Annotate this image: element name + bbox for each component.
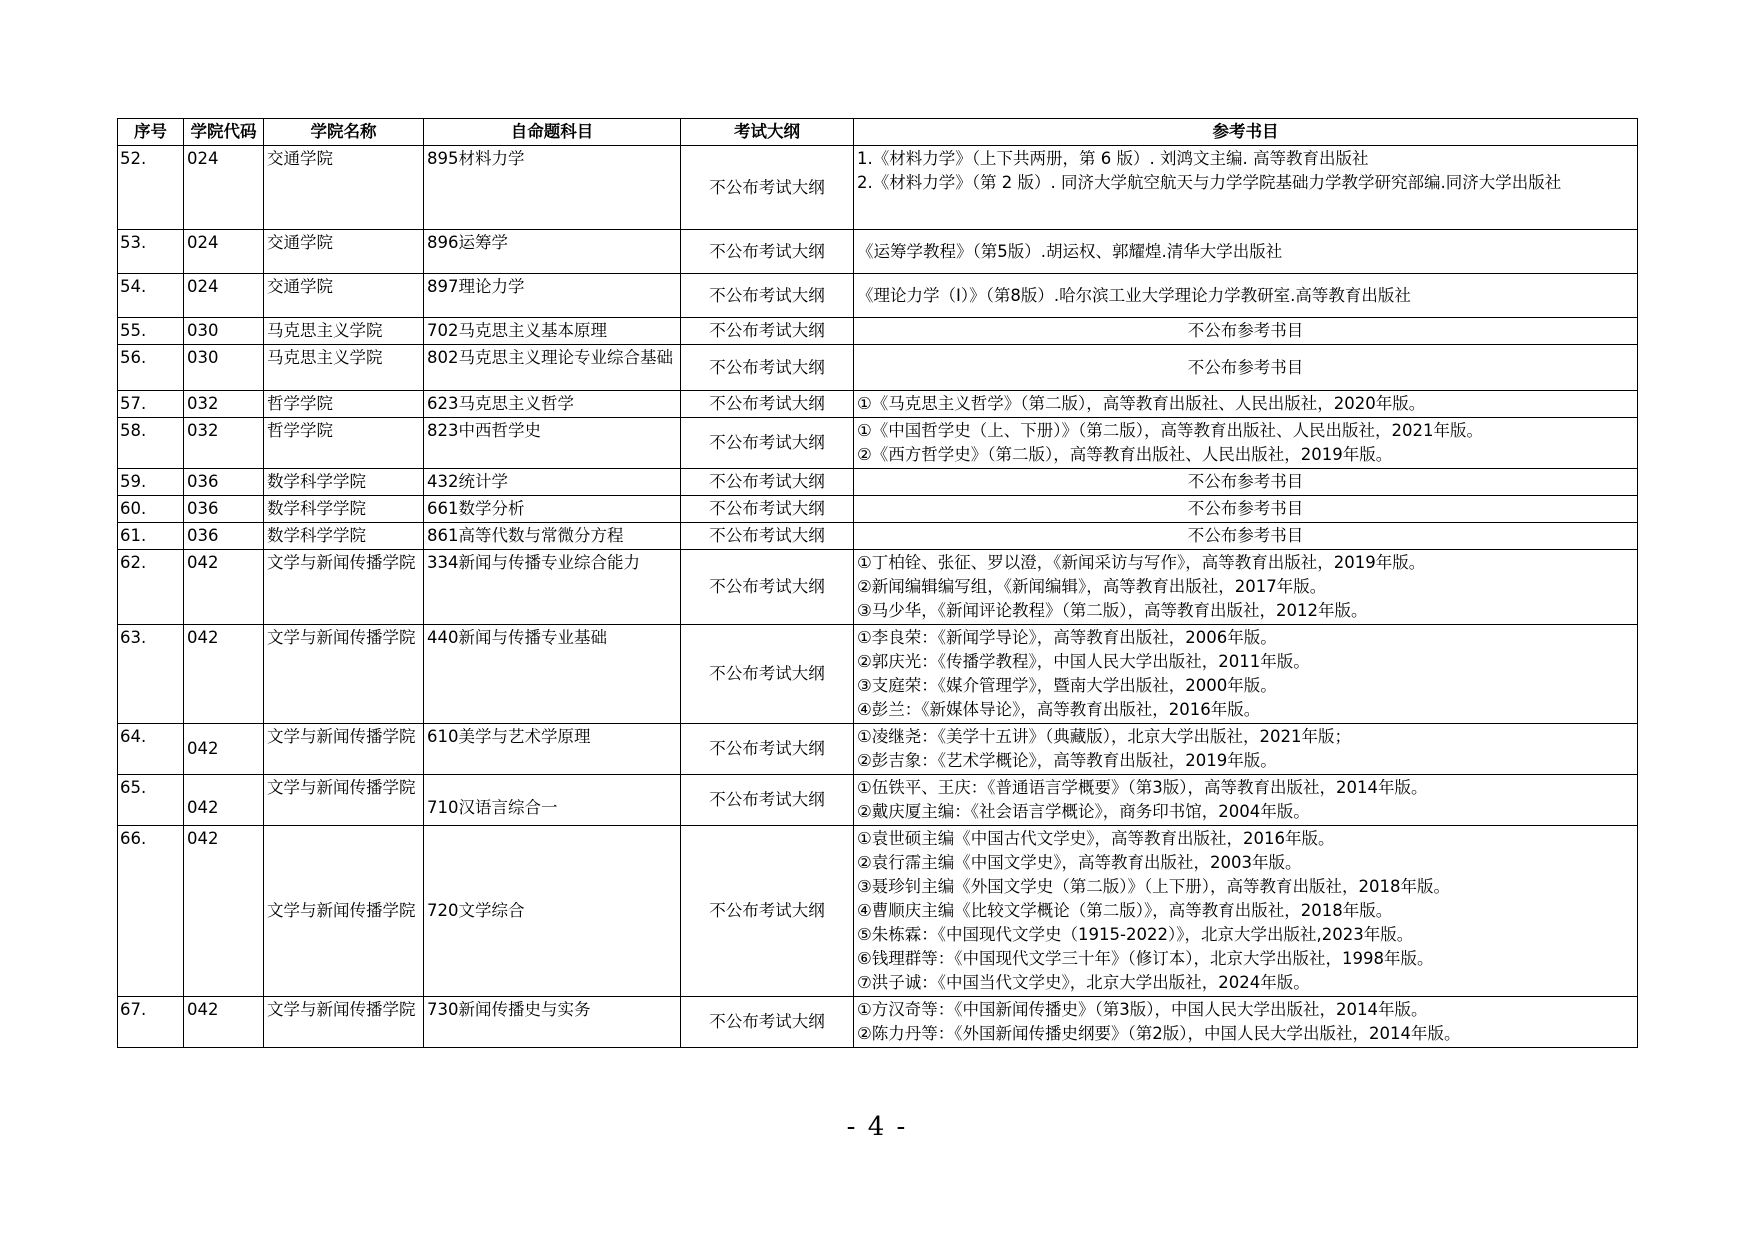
row-college-name: 数学科学学院 [264,523,424,550]
row-college-code: 030 [184,345,264,391]
row-subject: 896运筹学 [424,230,681,274]
row-books [854,724,1638,775]
row-books [854,230,1638,274]
table-header-row [118,119,1638,146]
header-subject: 自命题科目 [424,119,681,146]
header-college-code: 学院代码 [184,119,264,146]
row-subject: 432统计学 [424,469,681,496]
row-books [854,146,1638,230]
table-row [118,523,1638,550]
book-entry: ②郭庆光：《传播学教程》，中国人民大学出版社，2011年版。 [857,652,1310,671]
row-index: 67. [118,997,184,1048]
row-college-name: 文学与新闻传播学院 [264,826,424,997]
header-syllabus: 考试大纲 [681,119,854,146]
book-entry: ②彭吉象：《艺术学概论》，高等教育出版社，2019年版。 [857,751,1277,770]
row-college-name: 交通学院 [264,274,424,318]
row-index: 62. [118,550,184,625]
row-college-code: 042 [184,775,264,826]
row-syllabus: 不公布考试大纲 [681,230,854,274]
row-index: 58. [118,418,184,469]
row-syllabus: 不公布考试大纲 [681,496,854,523]
row-books [854,418,1638,469]
row-index: 66. [118,826,184,997]
row-syllabus: 不公布考试大纲 [681,625,854,724]
book-entry: ①伍铁平、王庆：《普通语言学概要》（第3版），高等教育出版社，2014年版。 [857,778,1428,797]
row-syllabus: 不公布考试大纲 [681,274,854,318]
row-college-code: 030 [184,318,264,345]
row-syllabus: 不公布考试大纲 [681,775,854,826]
row-college-name: 文学与新闻传播学院 [264,997,424,1048]
row-subject: 861高等代数与常微分方程 [424,523,681,550]
row-index: 53. [118,230,184,274]
row-subject: 730新闻传播史与实务 [424,997,681,1048]
row-college-name: 数学科学学院 [264,496,424,523]
row-syllabus: 不公布考试大纲 [681,469,854,496]
row-syllabus: 不公布考试大纲 [681,724,854,775]
table-row [118,345,1638,391]
row-college-name: 交通学院 [264,146,424,230]
reference-table [117,118,1638,1048]
row-college-code: 042 [184,997,264,1048]
book-entry: ②戴庆厦主编：《社会语言学概论》，商务印书馆，2004年版。 [857,802,1310,821]
row-books [854,997,1638,1048]
book-entry: 《运筹学教程》（第5版）.胡运权、郭耀煌.清华大学出版社 [857,241,1283,261]
row-index: 64. [118,724,184,775]
table-row [118,550,1638,625]
row-index: 56. [118,345,184,391]
row-index: 65. [118,775,184,826]
row-college-code: 024 [184,146,264,230]
row-subject: 610美学与艺术学原理 [424,724,681,775]
table-row [118,469,1638,496]
row-college-name: 哲学学院 [264,418,424,469]
book-entry: ③支庭荣：《媒介管理学》，暨南大学出版社，2000年版。 [857,676,1277,695]
row-index: 61. [118,523,184,550]
book-entry: ②陈力丹等：《外国新闻传播史纲要》（第2版），中国人民大学出版社，2014年版。 [857,1024,1461,1043]
table-row [118,997,1638,1048]
page-number: - 4 - [846,1112,908,1142]
row-subject: 334新闻与传播专业综合能力 [424,550,681,625]
book-entry: ①方汉奇等：《中国新闻传播史》（第3版），中国人民大学出版社，2014年版。 [857,1000,1428,1019]
row-index: 59. [118,469,184,496]
row-books [854,625,1638,724]
table-row [118,826,1638,997]
row-college-code: 036 [184,469,264,496]
row-college-name: 文学与新闻传播学院 [264,625,424,724]
header-books: 参考书目 [854,119,1638,146]
row-college-code: 032 [184,391,264,418]
header-college-name: 学院名称 [264,119,424,146]
book-entry: ⑥钱理群等：《中国现代文学三十年》（修订本），北京大学出版社，1998年版。 [857,949,1434,968]
row-college-code: 042 [184,550,264,625]
book-entry: 1.《材料力学》（上下共两册，第 6 版）. 刘鸿文主编. 高等教育出版社 [857,149,1369,168]
row-college-code: 032 [184,418,264,469]
book-entry: ②袁行霈主编《中国文学史》，高等教育出版社，2003年版。 [857,853,1302,872]
book-entry: ④曹顺庆主编《比较文学概论（第二版）》，高等教育出版社，2018年版。 [857,901,1393,920]
book-entry: ⑦洪子诚：《中国当代文学史》，北京大学出版社，2024年版。 [857,973,1310,992]
row-college-name: 数学科学学院 [264,469,424,496]
table-row [118,775,1638,826]
row-index: 60. [118,496,184,523]
book-entry: ①凌继尧：《美学十五讲》（典藏版），北京大学出版社，2021年版； [857,727,1352,746]
book-entry: 2.《材料力学》（第 2 版）. 同济大学航空航天与力学学院基础力学教学研究部编.同济大学出版社 [857,173,1562,192]
row-books: 不公布参考书目 [854,469,1638,496]
book-entry: ③马少华，《新闻评论教程》（第二版），高等教育出版社，2012年版。 [857,601,1368,620]
row-syllabus: 不公布考试大纲 [681,997,854,1048]
table-row [118,318,1638,345]
row-subject: 623马克思主义哲学 [424,391,681,418]
row-college-code: 024 [184,274,264,318]
table-row [118,146,1638,230]
row-college-code: 042 [184,724,264,775]
book-entry: ①袁世硕主编《中国古代文学史》，高等教育出版社，2016年版。 [857,829,1335,848]
row-index: 54. [118,274,184,318]
row-syllabus: 不公布考试大纲 [681,146,854,230]
book-entry: ⑤朱栋霖：《中国现代文学史（1915-2022）》，北京大学出版社,2023年版。 [857,925,1414,944]
book-entry: ③聂珍钊主编《外国文学史（第二版）》（上下册），高等教育出版社，2018年版。 [857,877,1451,896]
row-subject: 895材料力学 [424,146,681,230]
row-subject: 823中西哲学史 [424,418,681,469]
row-college-code: 024 [184,230,264,274]
table-row [118,625,1638,724]
row-index: 63. [118,625,184,724]
book-entry: ②《西方哲学史》（第二版），高等教育出版社、人民出版社，2019年版。 [857,445,1393,464]
row-syllabus: 不公布考试大纲 [681,318,854,345]
row-subject: 710汉语言综合一 [424,775,681,826]
book-entry: ④彭兰：《新媒体导论》，高等教育出版社，2016年版。 [857,700,1261,719]
header-index: 序号 [118,119,184,146]
row-subject: 702马克思主义基本原理 [424,318,681,345]
table-body [118,146,1638,1048]
row-college-code: 036 [184,523,264,550]
row-books [854,391,1638,418]
book-entry: ①李良荣：《新闻学导论》，高等教育出版社，2006年版。 [857,628,1277,647]
row-syllabus: 不公布考试大纲 [681,523,854,550]
row-college-name: 文学与新闻传播学院 [264,724,424,775]
row-books: 不公布参考书目 [854,496,1638,523]
row-index: 57. [118,391,184,418]
row-subject: 440新闻与传播专业基础 [424,625,681,724]
table-row [118,724,1638,775]
row-index: 55. [118,318,184,345]
row-subject: 802马克思主义理论专业综合基础 [424,345,681,391]
row-college-code: 036 [184,496,264,523]
book-entry: ①丁柏铨、张征、罗以澄，《新闻采访与写作》，高等教育出版社，2019年版。 [857,553,1426,572]
row-subject: 661数学分析 [424,496,681,523]
row-syllabus: 不公布考试大纲 [681,418,854,469]
table-row [118,230,1638,274]
row-syllabus: 不公布考试大纲 [681,550,854,625]
row-college-name: 交通学院 [264,230,424,274]
row-books: 不公布参考书目 [854,523,1638,550]
row-syllabus: 不公布考试大纲 [681,345,854,391]
table-row [118,418,1638,469]
book-entry: ①《马克思主义哲学》（第二版），高等教育出版社、人民出版社，2020年版。 [857,394,1426,413]
book-entry: ①《中国哲学史（上、下册）》（第二版），高等教育出版社、人民出版社，2021年版。 [857,421,1484,440]
row-college-code: 042 [184,826,264,997]
row-college-name: 文学与新闻传播学院 [264,775,424,826]
book-entry: ②新闻编辑编写组，《新闻编辑》，高等教育出版社，2017年版。 [857,577,1327,596]
row-college-code: 042 [184,625,264,724]
row-books [854,550,1638,625]
row-index: 52. [118,146,184,230]
row-college-name: 马克思主义学院 [264,345,424,391]
row-syllabus: 不公布考试大纲 [681,391,854,418]
row-subject: 897理论力学 [424,274,681,318]
row-college-name: 马克思主义学院 [264,318,424,345]
row-books [854,826,1638,997]
table-row [118,274,1638,318]
row-books [854,274,1638,318]
row-books: 不公布参考书目 [854,345,1638,391]
table-row [118,496,1638,523]
row-syllabus: 不公布考试大纲 [681,826,854,997]
row-books: 不公布参考书目 [854,318,1638,345]
book-entry: 《理论力学（Ⅰ）》（第8版）.哈尔滨工业大学理论力学教研室.高等教育出版社 [857,285,1411,305]
row-college-name: 文学与新闻传播学院 [264,550,424,625]
row-books [854,775,1638,826]
row-college-name: 哲学学院 [264,391,424,418]
row-subject: 720文学综合 [424,826,681,997]
table-row [118,391,1638,418]
